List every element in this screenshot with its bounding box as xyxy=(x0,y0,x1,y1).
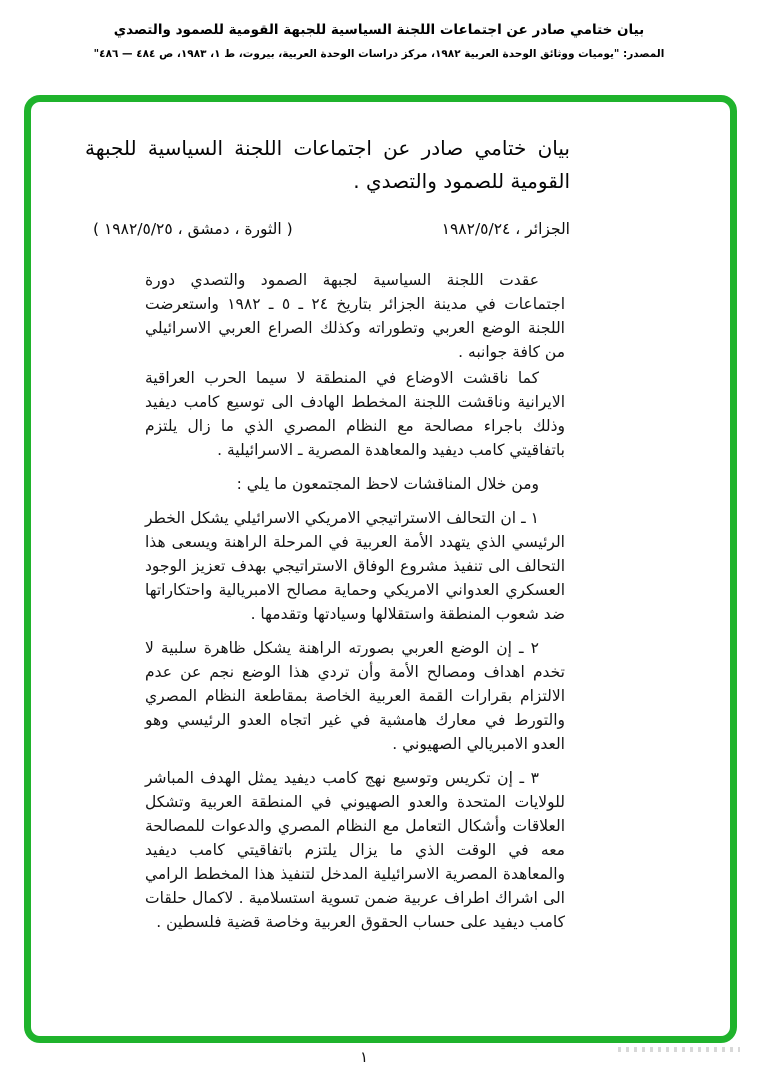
dateline-place-date: الجزائر ، ١٩٨٢/٥/٢٤ xyxy=(441,220,570,238)
document-body xyxy=(145,268,565,934)
document-numbered-point-3: ٣ ـ إن تكريس وتوسيع نهج كامب ديفيد يمثل الهدف المباشر للولايات المتحدة والعدو الصهيوني في المنطقة العربية وتشكل العلاقات وأشكال التعامل مع النظام المصري والدعوات للمصالحة معه في الوقت الذي ما يزال يلتزم باتفاقيتي كامب ديفيد والمعاهدة المصرية الاسرائيلية المدخل لتنفيذ هذا المخطط الرامي الى اشراك اطراف عربية ضمن تسوية استسلامية . لاكمال حلقات كامب ديفيد على حساب الحقوق العربية وخاصة قضية فلسطين . xyxy=(145,769,565,931)
document-paragraph: كما ناقشت الاوضاع في المنطقة لا سيما الحرب العراقية الايرانية وناقشت اللجنة المخطط الهادف الى توسيع كامب ديفيد وذلك باجراء مصالحة مع النظام المصري الذي ما زال يلتزم باتفاقيتي كامب ديفيد والمعاهدة المصرية ـ الاسرائيلية . xyxy=(145,369,565,459)
scan-artifact xyxy=(618,1047,740,1052)
document-title: بيان ختامي صادر عن اجتماعات اللجنة السياسية للجبهة القومية للصمود والتصدي . xyxy=(85,136,570,193)
page-number: ١ xyxy=(359,1048,369,1066)
document-paragraph: ومن خلال المناقشات لاحظ المجتمعون ما يلي : xyxy=(236,475,539,493)
document-paragraph: عقدت اللجنة السياسية لجبهة الصمود والتصدي دورة اجتماعات في مدينة الجزائر بتاريخ ٢٤ ـ ٥ ـ ١٩٨٢ واستعرضت اللجنة الوضع العربي وتطوراته وكذلك الصراع العربي الاسرائيلي من كافة جوانبه . xyxy=(145,271,566,361)
document-numbered-point-2: ٢ ـ إن الوضع العربي بصورته الراهنة يشكل ظاهرة سلبية لا تخدم اهداف ومصالح الأمة وأن تردي هذا الوضع نجم عن عدم الالتزام بقرارات القمة العربية الخاصة بمقاطعة النظام المصري والتورط في معارك هامشية في غير اتجاه العدو الرئيسي وهو العدو الامبريالي الصهيوني . xyxy=(145,639,565,753)
page-header-title: بيان ختامي صادر عن اجتماعات اللجنة السياسية للجبهة القومية للصمود والتصدي xyxy=(113,22,645,38)
document-content xyxy=(31,102,730,934)
page-header-source: المصدر: "يوميات ووثائق الوحدة العربية ١٩٨٢، مركز دراسات الوحدة العربية، بيروت، ط ١، ١٩٨٣، ص ٤٨٤ — ٤٨٦" xyxy=(93,48,665,60)
dateline-publication-note: ( الثورة ، دمشق ، ١٩٨٢/٥/٢٥ ) xyxy=(93,220,293,238)
dateline xyxy=(85,220,570,238)
page-header xyxy=(0,22,758,60)
document-numbered-point-1: ١ ـ ان التحالف الاستراتيجي الامريكي الاسرائيلي يشكل الخطر الرئيسي الذي يتهدد الأمة العربية في المرحلة الراهنة ويسعى هذا التحالف الى تنفيذ مشروع الوفاق الاستراتيجي بهدف تعزيز الوجود العسكري العدواني الامريكي وحماية مصالح الامبريالية واحتكاراتها ضد شعوب المنطقة واستقلالها وسيادتها وتقدمها . xyxy=(145,509,565,623)
document-frame xyxy=(24,95,737,1043)
